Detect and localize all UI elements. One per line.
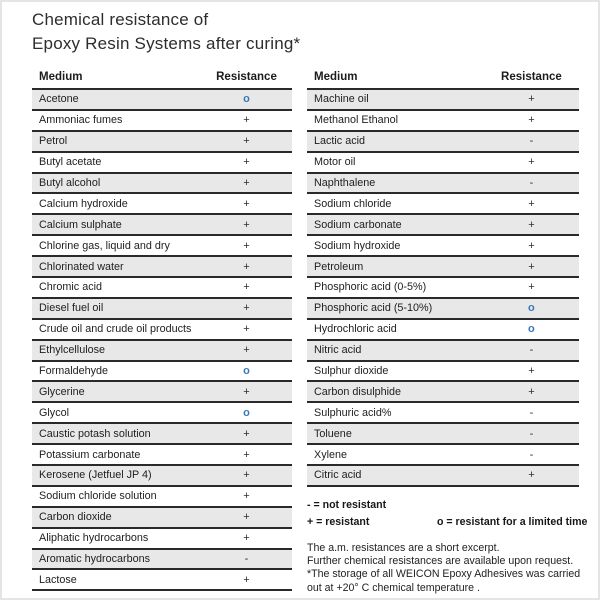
table-header — [32, 66, 292, 88]
footnote-line: The a.m. resistances are a short excerpt. — [307, 542, 500, 554]
medium-cell: Lactose — [39, 573, 77, 586]
resistance-value: o — [243, 365, 250, 378]
resistance-value: + — [528, 385, 535, 398]
resistance-value: - — [529, 135, 534, 148]
medium-cell: Kerosene (Jetfuel JP 4) — [39, 469, 152, 482]
resistance-value: + — [243, 385, 250, 398]
table-row — [307, 194, 579, 215]
legend-not-resistant: - = not resistant — [307, 499, 387, 511]
resistance-value: - — [529, 177, 534, 189]
table-row — [32, 570, 292, 591]
legend-line2 — [307, 516, 599, 529]
medium-cell: Diesel fuel oil — [39, 302, 104, 315]
table-row — [307, 403, 579, 424]
resistance-value: + — [243, 135, 250, 148]
resistance-value: + — [243, 511, 250, 524]
table-row — [307, 362, 579, 383]
resistance-value: - — [529, 427, 534, 440]
table-row — [32, 382, 292, 403]
resistance-value: - — [529, 406, 534, 419]
medium-cell: Sodium carbonate — [314, 218, 402, 231]
table-row — [32, 153, 292, 174]
table-row — [307, 257, 579, 278]
table-row — [307, 341, 579, 362]
table-row — [32, 529, 292, 550]
medium-cell: Carbon dioxide — [39, 511, 112, 524]
table-row — [307, 215, 579, 236]
table-row — [32, 90, 292, 111]
resistance-table-right — [307, 66, 579, 487]
page-title-line1: Chemical resistance of — [32, 10, 209, 29]
footnote-line: Further chemical resistances are available upon request. — [307, 555, 574, 568]
resistance-value: + — [243, 344, 250, 357]
table-row — [307, 111, 579, 132]
medium-cell: Phosphoric acid (5-10%) — [314, 302, 433, 315]
resistance-value: - — [529, 448, 534, 461]
resistance-value: + — [243, 114, 250, 127]
medium-cell: Petrol — [39, 135, 68, 148]
resistance-value: + — [528, 281, 535, 294]
resistance-column-header: Resistance — [501, 71, 562, 83]
resistance-value: + — [528, 93, 535, 106]
table-row — [32, 508, 292, 529]
table-row — [32, 320, 292, 341]
medium-cell: Calcium sulphate — [39, 218, 122, 231]
table-row — [307, 236, 579, 257]
footnotes — [307, 542, 599, 595]
medium-cell: Calcium hydroxide — [39, 197, 128, 210]
medium-column-header: Medium — [39, 71, 83, 83]
table-row — [32, 257, 292, 278]
resistance-value: + — [243, 218, 250, 231]
table-row — [307, 424, 579, 445]
resistance-value: o — [243, 406, 250, 419]
resistance-value: + — [243, 197, 250, 210]
table-row — [32, 215, 292, 236]
legend-resistant: + = resistant — [307, 516, 370, 528]
resistance-value: - — [244, 553, 249, 566]
resistance-value: + — [528, 156, 535, 169]
medium-cell: Crude oil and crude oil products — [39, 323, 192, 336]
medium-cell: Glycerine — [39, 385, 85, 398]
table-row — [32, 132, 292, 153]
medium-cell: Butyl alcohol — [39, 177, 101, 189]
medium-cell: Sodium chloride — [314, 197, 392, 210]
table-row — [32, 194, 292, 215]
table-row — [32, 362, 292, 383]
table-row — [307, 153, 579, 174]
medium-cell: Lactic acid — [314, 135, 366, 148]
table-row — [32, 236, 292, 257]
table-row — [32, 299, 292, 320]
medium-cell: Machine oil — [314, 93, 369, 106]
table-row — [307, 174, 579, 195]
resistance-value: + — [528, 114, 535, 127]
resistance-value: + — [243, 469, 250, 482]
resistance-value: o — [528, 302, 535, 315]
medium-cell: Ammoniac fumes — [39, 114, 123, 127]
resistance-value: + — [243, 532, 250, 545]
table-row — [307, 382, 579, 403]
medium-cell: Methanol Ethanol — [314, 114, 399, 127]
medium-cell: Motor oil — [314, 156, 356, 169]
resistance-column-header: Resistance — [216, 71, 277, 83]
medium-cell: Sulphur dioxide — [314, 365, 389, 378]
table-body-right — [307, 88, 579, 487]
table-row — [307, 299, 579, 320]
table-row — [32, 487, 292, 508]
table-row — [32, 424, 292, 445]
footnote-line: *The storage of all WEICON Epoxy Adhesives was carried — [307, 568, 581, 581]
resistance-value: + — [243, 427, 250, 440]
legend-limited-time: o = resistant for a limited time — [437, 516, 588, 528]
resistance-table-left — [32, 66, 292, 591]
table-row — [32, 445, 292, 466]
medium-cell: Sodium chloride solution — [39, 490, 157, 503]
table-body-left — [32, 88, 292, 591]
table-row — [32, 278, 292, 299]
resistance-value: - — [529, 344, 534, 357]
resistance-value: + — [243, 490, 250, 503]
medium-cell: Xylene — [314, 448, 348, 461]
resistance-value: + — [243, 260, 250, 273]
page-title-line2: Epoxy Resin Systems after curing* — [32, 33, 301, 53]
medium-cell: Formaldehyde — [39, 365, 109, 378]
medium-cell: Hydrochloric acid — [314, 323, 397, 336]
resistance-value: + — [243, 156, 250, 169]
medium-column-header: Medium — [314, 71, 358, 83]
resistance-value: + — [243, 177, 250, 189]
table-row — [307, 132, 579, 153]
resistance-value: + — [243, 448, 250, 461]
table-row — [307, 445, 579, 466]
medium-cell: Aliphatic hydrocarbons — [39, 532, 149, 545]
resistance-value: + — [243, 323, 250, 336]
medium-cell: Chlorine gas, liquid and dry — [39, 239, 170, 252]
table-row — [307, 320, 579, 341]
resistance-value: + — [243, 239, 250, 252]
medium-cell: Citric acid — [314, 469, 362, 482]
medium-cell: Acetone — [39, 93, 79, 106]
medium-cell: Phosphoric acid (0-5%) — [314, 281, 427, 294]
medium-cell: Glycol — [39, 406, 69, 419]
page-title — [32, 8, 300, 55]
resistance-value: + — [243, 573, 250, 586]
medium-cell: Chromic acid — [39, 281, 102, 294]
resistance-value: + — [528, 218, 535, 231]
table-row — [32, 174, 292, 195]
medium-cell: Naphthalene — [314, 177, 376, 189]
resistance-value: o — [528, 323, 535, 336]
medium-cell: Carbon disulphide — [314, 385, 402, 398]
resistance-value: o — [243, 93, 250, 106]
medium-cell: Nitric acid — [314, 344, 362, 357]
table-row — [32, 466, 292, 487]
footnote-line: out at +20° C chemical temperature . — [307, 581, 480, 594]
resistance-value: + — [528, 365, 535, 378]
medium-cell: Chlorinated water — [39, 260, 124, 273]
medium-cell: Toluene — [314, 427, 352, 440]
table-row — [32, 403, 292, 424]
medium-cell: Sodium hydroxide — [314, 239, 401, 252]
medium-cell: Petroleum — [314, 260, 364, 273]
table-row — [32, 341, 292, 362]
medium-cell: Sulphuric acid% — [314, 406, 392, 419]
resistance-value: + — [243, 281, 250, 294]
resistance-value: + — [528, 469, 535, 482]
table-row — [307, 90, 579, 111]
table-row — [307, 466, 579, 487]
table-row — [307, 278, 579, 299]
table-header — [307, 66, 579, 88]
medium-cell: Butyl acetate — [39, 156, 102, 169]
resistance-value: + — [528, 260, 535, 273]
medium-cell: Caustic potash solution — [39, 427, 151, 440]
resistance-value: + — [243, 302, 250, 315]
resistance-value: + — [528, 197, 535, 210]
legend — [307, 499, 599, 529]
medium-cell: Potassium carbonate — [39, 448, 141, 461]
resistance-value: + — [528, 239, 535, 252]
medium-cell: Ethylcellulose — [39, 344, 106, 357]
table-row — [32, 111, 292, 132]
medium-cell: Aromatic hydrocarbons — [39, 553, 151, 566]
table-row — [32, 550, 292, 571]
